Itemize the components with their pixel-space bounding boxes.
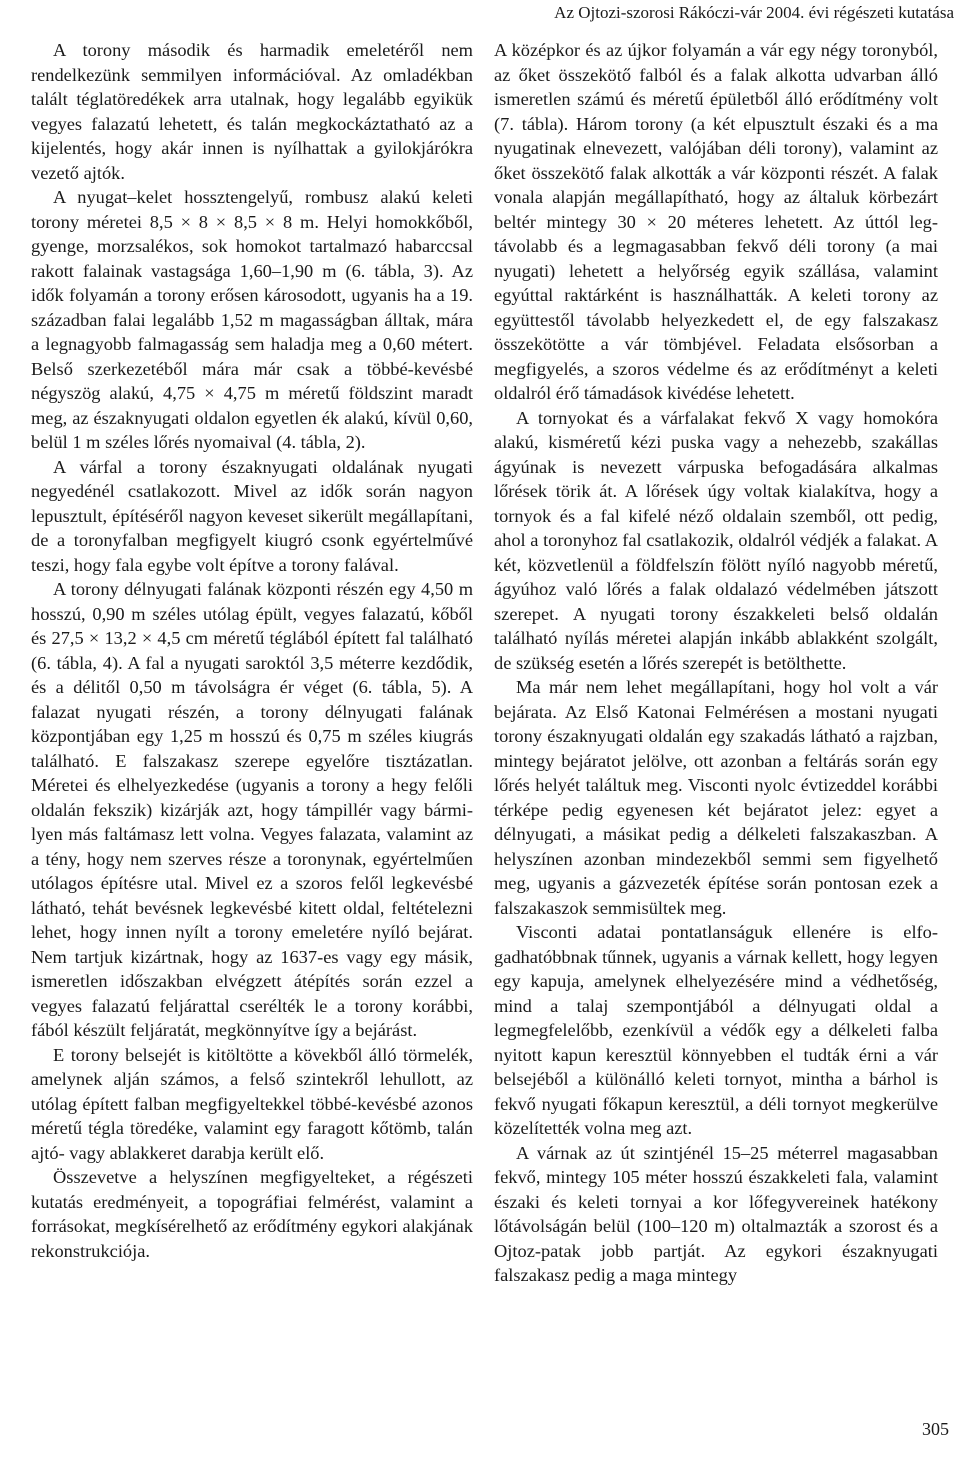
paragraph: A torony második és harmadik emeletéről nem rendelkezünk semmilyen információval. Az omladékban talált téglatöredékek arra utalnak, hogy legalább egyikük vegyes falazatú lehetett, és talán megkockáztatható az a kijelentés, hogy akár innen is nyílhattak a gyilokjárókra vezető ajtók. — [31, 40, 473, 183]
paragraph: Ma már nem lehet megállapítani, hogy hol volt a vár bejárata. Az Első Katonai Felmérésen a mostani nyugati torony északnyugati oldalán egy szakadás látható a rajzban, mintegy bejáratot jelölve, ott azonban a feltárás során egy lőrés helyét találtuk meg. Visconti nyolc évtizeddel korábbi térképe pedig egyenesen két bejáratot jelez: egyet a délnyugati, a másikat pedig a délkeleti falszakaszban. A helyszínen azonban mindezekből semmi sem figyelhető meg, ugyanis a gázvezeték építése során pontosan ezek a falszakaszok semmisültek meg. — [494, 677, 938, 918]
paragraph: A nyugat–kelet hossztengelyű, rombusz alakú keleti torony méretei 8,5 × 8 × 8,5 × 8 m. Helyi homokkőből, gyenge, morzsalékos, sok homokot tartalmazó habarccsal rakott falainak vastagsága 1,60–1,90 m (6. tábla, 3). Az idők folyamán a torony erősen károsodott, ugyanis ha a 19. században falai legalább 1,52 m magasságban álltak, mára a legnagyobb falmagasság sem haladja meg a 0,60 métert. Belső szerkezetéből mára már csak a többé-kevésbé négyszög alakú, 4,75 × 4,75 m méretű földszint maradt meg, az északnyugati oldalon egyetlen ék alakú, kívül 0,60, belül 1 m széles lőrés nyomaival (4. tábla, 2). — [31, 187, 473, 452]
page-number: 305 — [922, 1419, 949, 1439]
paragraph: A torony délnyugati falának központi részén egy 4,50 m hosszú, 0,90 m széles utólag épült, vegyes falazatú, kőből és 27,5 × 13,2 × 4,5 cm méretű téglából épített fal található (6. tábla, 4). A fal a nyugati saroktól 3,5 méterre kezdődik, és a délitől 0,50 m távolságra ér véget (6. tábla, 5). A falazat nyugati részén, a torony délnyugati falának központjában egy 1,25 m hosszú és 0,75 m széles kiugrás található. E falszakasz szerepe egyelőre tisztázatlan. Méretei és elhelyezkedése (ugyanis a torony a hegy felőli oldalán fekszik) kizárják azt, hogy támpillér vagy bármilyen más faltámasz lett volna. Vegyes falazata, valamint az a tény, hogy nem szerves része a toronynak, egyértelműen utólagos építésre utal. Mivel ez a szoros felől legkevésbé látható, tehát bevésnek legkevésbé kitett oldal, feltételezni lehet, hogy innen nyílt a torony emeletére nyíló bejárat. Nem tartjuk kizártnak, hogy az 1637-es vagy egy másik, ismeretlen időszakban elvégzett átépítés során ezzel a vegyes falazatú feljárattal cserélték le a torony korábbi, fából készült feljáratát, megkönnyítve így a bejárást. — [31, 579, 473, 1040]
paragraph: A várnak az út szintjénél 15–25 méterrel magasabban fekvő, mintegy 105 méter hosszú északkeleti fala, valamint északi és keleti tornyai a kor lőfegyvereinek hatékony lőtávolságán belül (100–120 m) oltalmazták a szorost és a Ojtoz-patak jobb partját. Az egykori északnyugati falszakasz pedig a maga mintegy — [494, 1142, 938, 1285]
paragraph: Összevetve a helyszínen megfigyelteket, a régészeti kutatás eredményeit, a topográfiai felmérést, valamint a forrásokat, megkísérelhető az erődítmény egykori alakjának rekonstrukciója. — [31, 1167, 473, 1261]
paragraph: A várfal a torony északnyugati oldalának nyugati negyedénél csatlakozott. Mivel az idők során nagyon lepusztult, építéséről nagyon keveset sikerült megállapítani, de a toronyfalban megfigyelt kiugró csonk egyértelművé teszi, hogy fala egybe volt építve a torony falával. — [31, 456, 473, 575]
paragraph: A tornyokat és a várfalakat fekvő X vagy homokóra alakú, kisméretű kézi puska vagy a nehezebb, szakállas ágyúnak is nevezett várpuska befogadására alkalmas lőrések törik át. A lőrések úgy voltak kialakítva, hogy a tornyok és a fal kifelé néző oldalain szemből, ott pedig, ahol a toronyhoz fal csatlakozik, oldalról védjék a falakat. A két, közvetlenül a földfelszín fölött nyíló nagyobb méretű, ágyúhoz való lőrés a falak oldalazó védelmében játszott szerepet. A nyugati torony északkeleti belső oldalán található nyílás méretei alapján inkább ablakként szolgált, de szükség esetén a lőrés szerepét is betölthette. — [494, 407, 938, 673]
running-header: Az Ojtozi-szorosi Rákóczi-vár 2004. évi régészeti kutatása — [554, 3, 954, 22]
paragraph: Visconti adatai pontatlanságuk ellenére is elfogadhatóbbnak tűnnek, ugyanis a várnak kellett, hogy legyen egy kapuja, amelynek elhelyezésére mind a védhetőség, mind a talaj szempontjából a délnyugati oldal a legmegfelelőbb, ezenkívül a védők egy a délkeleti falba nyitott kapun keresztül könnyebben el tudták érni a vár belsejéből a különálló keleti tornyot, mintha a bárhol is fekvő nyugati főkapun keresztül, a déli tornyot megkerülve közelítették volna meg azt. — [494, 922, 938, 1138]
paragraph: A középkor és az újkor folyamán a vár egy négy toronyból, az őket összekötő falból és a falak alkotta udvarban álló ismeretlen számú és méretű épületből álló erődítmény volt (7. tábla). Három torony (a két elpusztult északi és a ma nyugatinak elnevezett, valójában déli torony), valamint az őket összekötő falak alkották a vár központi részét. A falak vonala alapján megállapítható, hogy az általuk körbezárt beltér mintegy 30 × 20 méteres lehetett. Az úttól legtávolabb és a legmagasabban fekvő déli torony (a mai nyugati) lehetett a helyőrség egyik szállása, valamint egyúttal raktárként is használhatták. A keleti torony az együttestől távolabb helyezkedett el, de egy falszakasz összekötötte a vár tömbjével. Feladata elsősorban a megfigyelés, a szoros védelme és az erődítményt a keleti oldalról érő támadások kivédése lehetett. — [494, 40, 938, 403]
right-text-column — [494, 38, 938, 1288]
left-text-column — [31, 38, 473, 1263]
paragraph: E torony belsejét is kitöltötte a kövekből álló törmelék, amelynek alján számos, a felső szintekről lehullott, az utólag épített falban megfigyeltekkel többé-kevésbé azonos méretű tégla töredéke, valamint egy faragott kőtömb, talán ajtó- vagy ablakkeret darabja került elő. — [31, 1044, 473, 1163]
